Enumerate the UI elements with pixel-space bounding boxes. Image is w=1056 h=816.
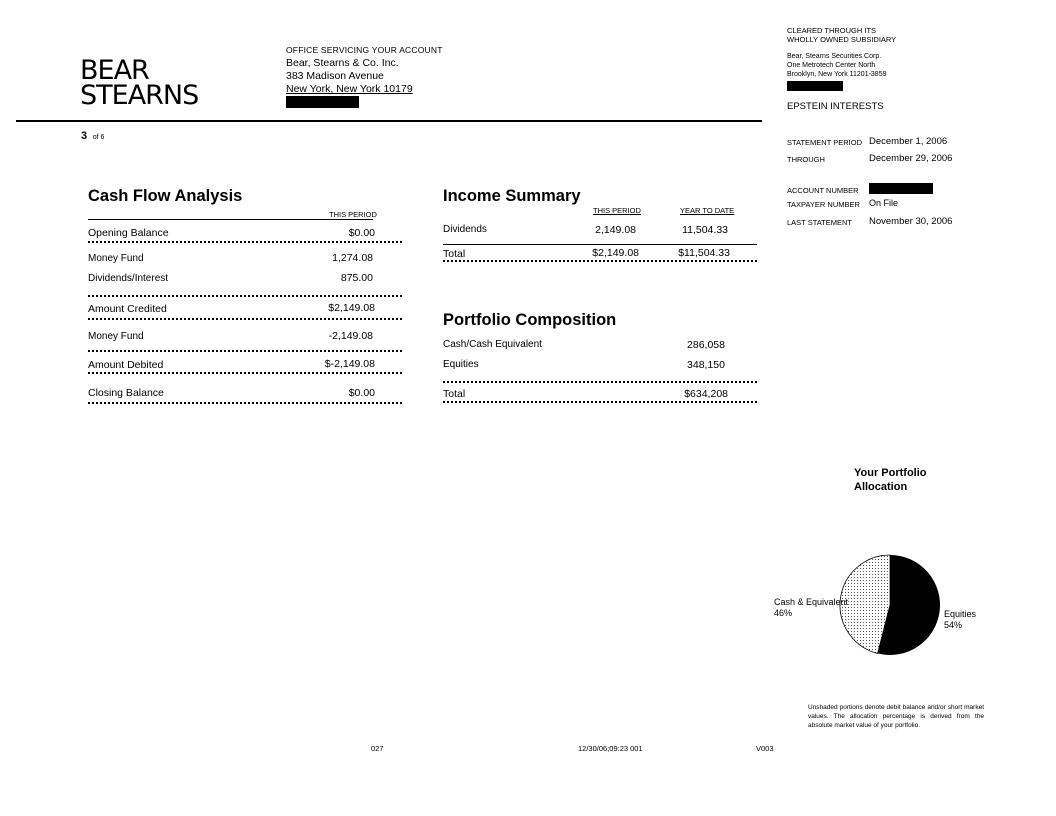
footer-version: V003 — [756, 744, 774, 753]
dividends-interest-label: Dividends/Interest — [88, 273, 169, 284]
footer-timestamp: 12/30/06;09:23 001 — [578, 744, 643, 753]
money-fund-value: 1,274.08 — [332, 252, 373, 264]
closing-balance-value: $0.00 — [348, 387, 375, 399]
income-total-ytd: $11,504.33 — [678, 247, 730, 259]
closing-balance-label: Closing Balance — [88, 387, 164, 399]
taxpayer-value: On File — [869, 198, 899, 208]
money-fund-debit-value: -2,149.08 — [328, 330, 373, 342]
office-address — [286, 44, 443, 112]
income-col-ytd: YEAR TO DATE — [680, 206, 735, 215]
dividends-interest-value: 875.00 — [340, 272, 373, 284]
header-rule — [16, 120, 762, 122]
last-statement-label: LAST STATEMENT — [787, 218, 853, 227]
redaction-bar — [286, 96, 359, 108]
pie-label-equities: Equities 54% — [944, 609, 977, 630]
portfolio-equities-label: Equities — [443, 359, 479, 370]
income-dividends-ytd: 11,504.33 — [682, 224, 728, 236]
dotted-rule — [443, 401, 757, 403]
dotted-rule — [443, 381, 757, 383]
amount-debited-value: $-2,149.08 — [324, 358, 375, 370]
office-header: OFFICE SERVICING YOUR ACCOUNT — [286, 45, 443, 55]
clearing-name: Bear, Stearns Securities Corp. — [787, 53, 882, 60]
dotted-rule — [88, 241, 402, 243]
statement-period-label: STATEMENT PERIOD — [787, 138, 863, 147]
page-number: 3 of 6 — [81, 130, 105, 142]
cash-flow-title: Cash Flow Analysis — [88, 187, 243, 205]
income-total-period: $2,149.08 — [592, 247, 639, 259]
amount-debited-label: Amount Debited — [88, 359, 164, 371]
cash-flow-col-header: THIS PERIOD — [329, 210, 377, 219]
dotted-rule — [88, 402, 402, 404]
account-number-label: ACCOUNT NUMBER — [787, 186, 859, 195]
pie-label-cash: Cash & Equivalent 46% — [774, 597, 849, 618]
last-statement-value: November 30, 2006 — [869, 216, 953, 227]
account-number-redaction — [869, 183, 933, 194]
dotted-rule — [88, 318, 402, 320]
opening-balance-value: $0.00 — [348, 227, 375, 239]
amount-credited-label: Amount Credited — [88, 303, 167, 315]
allocation-title: Your Portfolio Allocation — [854, 467, 927, 493]
through-label: THROUGH — [787, 155, 825, 164]
amount-credited-value: $2,149.08 — [328, 302, 375, 314]
opening-balance-label: Opening Balance — [88, 227, 169, 239]
dotted-rule — [88, 295, 402, 297]
dotted-rule — [443, 260, 757, 262]
allocation-footnote: Unshaded portions denote debit balance and/or short market values. The allocation percentage is derived from the absolute market value of your portfolio. — [808, 704, 984, 729]
office-name: Bear, Stearns & Co. Inc. — [286, 57, 399, 69]
income-total-label: Total — [443, 248, 466, 260]
portfolio-cash-value: 286,058 — [687, 339, 725, 351]
dotted-rule — [88, 372, 402, 374]
logo-line-2: STEARNS — [80, 80, 199, 111]
portfolio-composition-title: Portfolio Composition — [443, 311, 617, 329]
statement-period-value: December 1, 2006 — [869, 136, 948, 147]
dotted-rule — [88, 350, 402, 352]
clearing-street: One Metrotech Center North — [787, 62, 876, 69]
income-dividends-period: 2,149.08 — [595, 224, 636, 236]
income-summary-title: Income Summary — [443, 187, 581, 205]
office-street: 383 Madison Avenue — [286, 70, 384, 82]
taxpayer-label: TAXPAYER NUMBER — [787, 200, 860, 209]
office-city: New York, New York 10179 — [286, 83, 413, 95]
clearing-info — [787, 26, 1037, 93]
redaction-bar — [787, 81, 843, 91]
clearing-city: Brooklyn, New York 11201-3859 — [787, 71, 887, 78]
clearing-line-1: CLEARED THROUGH ITS — [787, 26, 877, 35]
rule — [443, 244, 757, 245]
income-dividends-label: Dividends — [443, 224, 487, 235]
portfolio-total-value: $634,208 — [684, 388, 728, 400]
income-col-this-period: THIS PERIOD — [593, 206, 641, 215]
money-fund-label: Money Fund — [88, 253, 144, 264]
footer-code: 027 — [371, 744, 384, 753]
money-fund-debit-label: Money Fund — [88, 331, 144, 342]
through-value: December 29, 2006 — [869, 153, 953, 164]
bear-stearns-logo — [80, 55, 200, 111]
account-holder: EPSTEIN INTERESTS — [787, 101, 884, 112]
portfolio-total-label: Total — [443, 388, 466, 400]
rule — [88, 219, 373, 220]
portfolio-equities-value: 348,150 — [687, 359, 725, 371]
portfolio-cash-label: Cash/Cash Equivalent — [443, 339, 542, 350]
clearing-line-2: WHOLLY OWNED SUBSIDIARY — [787, 35, 897, 44]
logo-line-1: BEAR — [80, 55, 149, 86]
